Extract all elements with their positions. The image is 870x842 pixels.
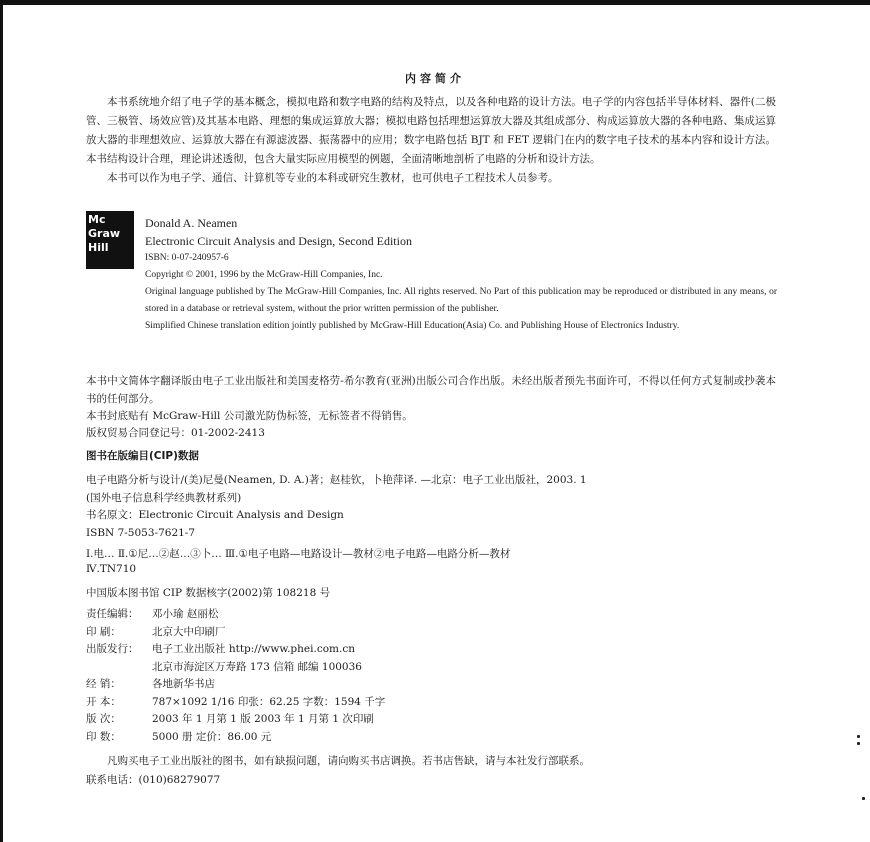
cip-line: 电子电路分析与设计/(美)尼曼(Neamen, D. A.)著；赵桂钦，卜艳萍译. —北京：电子工业出版社，2003. 1 (86, 474, 587, 486)
footer-notice (86, 752, 786, 790)
logo-text: Graw (88, 227, 121, 240)
anti-counterfeit-note: 本书封底贴有 McGraw-Hill 公司激光防伪标签，无标签者不得销售。 (86, 410, 413, 422)
cip-number: 中国版本图书馆 CIP 数据核字(2002)第 108218 号 (86, 587, 331, 599)
imprint-row (86, 694, 776, 712)
cip-line: (国外电子信息科学经典教材系列) (86, 491, 242, 504)
imprint-value: 各地新华书店 (152, 678, 215, 690)
imprint-label: 印 刷： (86, 625, 121, 638)
scan-speck (857, 735, 860, 738)
book-title: Electronic Circuit Analysis and Design, Second Edition (145, 234, 412, 248)
imprint-label: 经 销： (86, 678, 121, 690)
imprint-value: 邓小瑜 赵丽松 (152, 608, 219, 620)
service-notice: 凡购买电子工业出版社的图书，如有缺损问题，请向购买书店调换。若书店售缺，请与本社发行部联系。 (107, 755, 590, 767)
imprint-value: 2003 年 1 月第 1 版 2003 年 1 月第 1 次印刷 (152, 713, 374, 725)
imprint-row (86, 624, 776, 642)
contact-phone: 联系电话：(010)68279077 (86, 774, 221, 786)
logo-text: Mc (88, 213, 106, 226)
classification-line: Ⅳ.TN710 (86, 563, 137, 575)
imprint-label (86, 659, 152, 677)
imprint-label: 开 本： (86, 695, 121, 708)
logo-text: Hill (88, 241, 109, 254)
scan-border-left (0, 0, 3, 842)
authorization-notice (86, 372, 776, 408)
imprint-value: 北京市海淀区万寿路 173 信箱 邮编 100036 (152, 660, 362, 673)
original-language-notice: Original language published by The McGraw-Hill Companies, Inc. All rights reserved. No Part of this publication may be reproduced or distributed in any means, or stored in a database or retrieval system, without the prior written permission of the publisher. (145, 287, 777, 314)
imprint-label: 版 次： (86, 713, 121, 725)
imprint-value: 北京大中印刷厂 (152, 625, 226, 638)
cip-line: ISBN 7-5053-7621-7 (86, 526, 196, 539)
legal-notes (86, 408, 776, 442)
book-author: Donald A. Neamen (145, 216, 238, 230)
classification-line: Ⅰ.电… Ⅱ.①尼…②赵…③卜… Ⅲ.①电子电路—电路设计—教材②电子电路—电路分析—教材 (86, 548, 511, 560)
imprint-row (86, 659, 776, 677)
cip-data (86, 472, 776, 542)
imprint-value: 5000 册 定价：86.00 元 (152, 730, 272, 743)
imprint-label: 出版发行： (86, 643, 139, 655)
imprint-value: 电子工业出版社 http://www.phei.com.cn (152, 643, 355, 655)
imprint-row (86, 729, 776, 747)
imprint-value: 787×1092 1/16 印张：62.25 字数：1594 千字 (152, 695, 386, 708)
summary-paragraph: 本书可以作为电子学、通信、计算机等专业的本科或研究生教材，也可供电子工程技术人员参考。 (107, 172, 559, 184)
contract-registration: 版权贸易合同登记号：01-2002-2413 (86, 427, 265, 439)
page-title: 内容简介 (405, 72, 465, 85)
imprint-label: 责任编辑： (86, 608, 139, 620)
cip-line: 书名原文：Electronic Circuit Analysis and Design (86, 509, 344, 521)
publisher-logo (86, 211, 134, 269)
summary-section (86, 93, 776, 188)
imprint-row (86, 606, 776, 624)
scan-speck (862, 797, 865, 800)
copyright-line: Copyright © 2001, 1996 by the McGraw-Hill Companies, Inc. (145, 270, 383, 280)
authorization-text: 本书中文简体字翻译版由电子工业出版社和美国麦格劳-希尔教育(亚洲)出版公司合作出版。未经出版者预先书面许可，不得以任何方式复制或抄袭本书的任何部分。 (86, 375, 776, 405)
imprint-label: 印 数： (86, 730, 121, 743)
translation-notice: Simplified Chinese translation edition jointly published by McGraw-Hill Education(Asia) Co. and Publishing House of Electronics Industry. (145, 321, 680, 331)
scan-speck (857, 742, 860, 745)
classification (86, 547, 776, 577)
scan-border-top (0, 0, 870, 5)
imprint-row (86, 641, 776, 659)
summary-paragraph: 本书系统地介绍了电子学的基本概念，模拟电路和数字电路的结构及特点，以及各种电路的设计方法。电子学的内容包括半导体材料、器件(二极管、三极管、场效应管)及其基本电路、理想的集成运算放大器；模拟电路包括理想运算放大器及其组成部分、构成运算放大器的各种电路、集成运算放大器的非理想效应、运算放大器在有源滤波器、振荡器中的应用；数字电路包括 BJT 和 FET 逻辑门在内的数字电子技术的基本内容和设计方法。本书结构设计合理，理论讲述透彻，包含大量实际应用模型的例题，全面清晰地剖析了电路的分析和设计方法。 (86, 96, 776, 165)
isbn: ISBN: 0-07-240957-6 (145, 253, 229, 263)
imprint-row (86, 711, 776, 729)
copyright-block (145, 214, 777, 335)
imprint-row (86, 676, 776, 694)
imprint-block (86, 606, 776, 746)
cip-heading: 图书在版编目(CIP)数据 (86, 450, 199, 462)
